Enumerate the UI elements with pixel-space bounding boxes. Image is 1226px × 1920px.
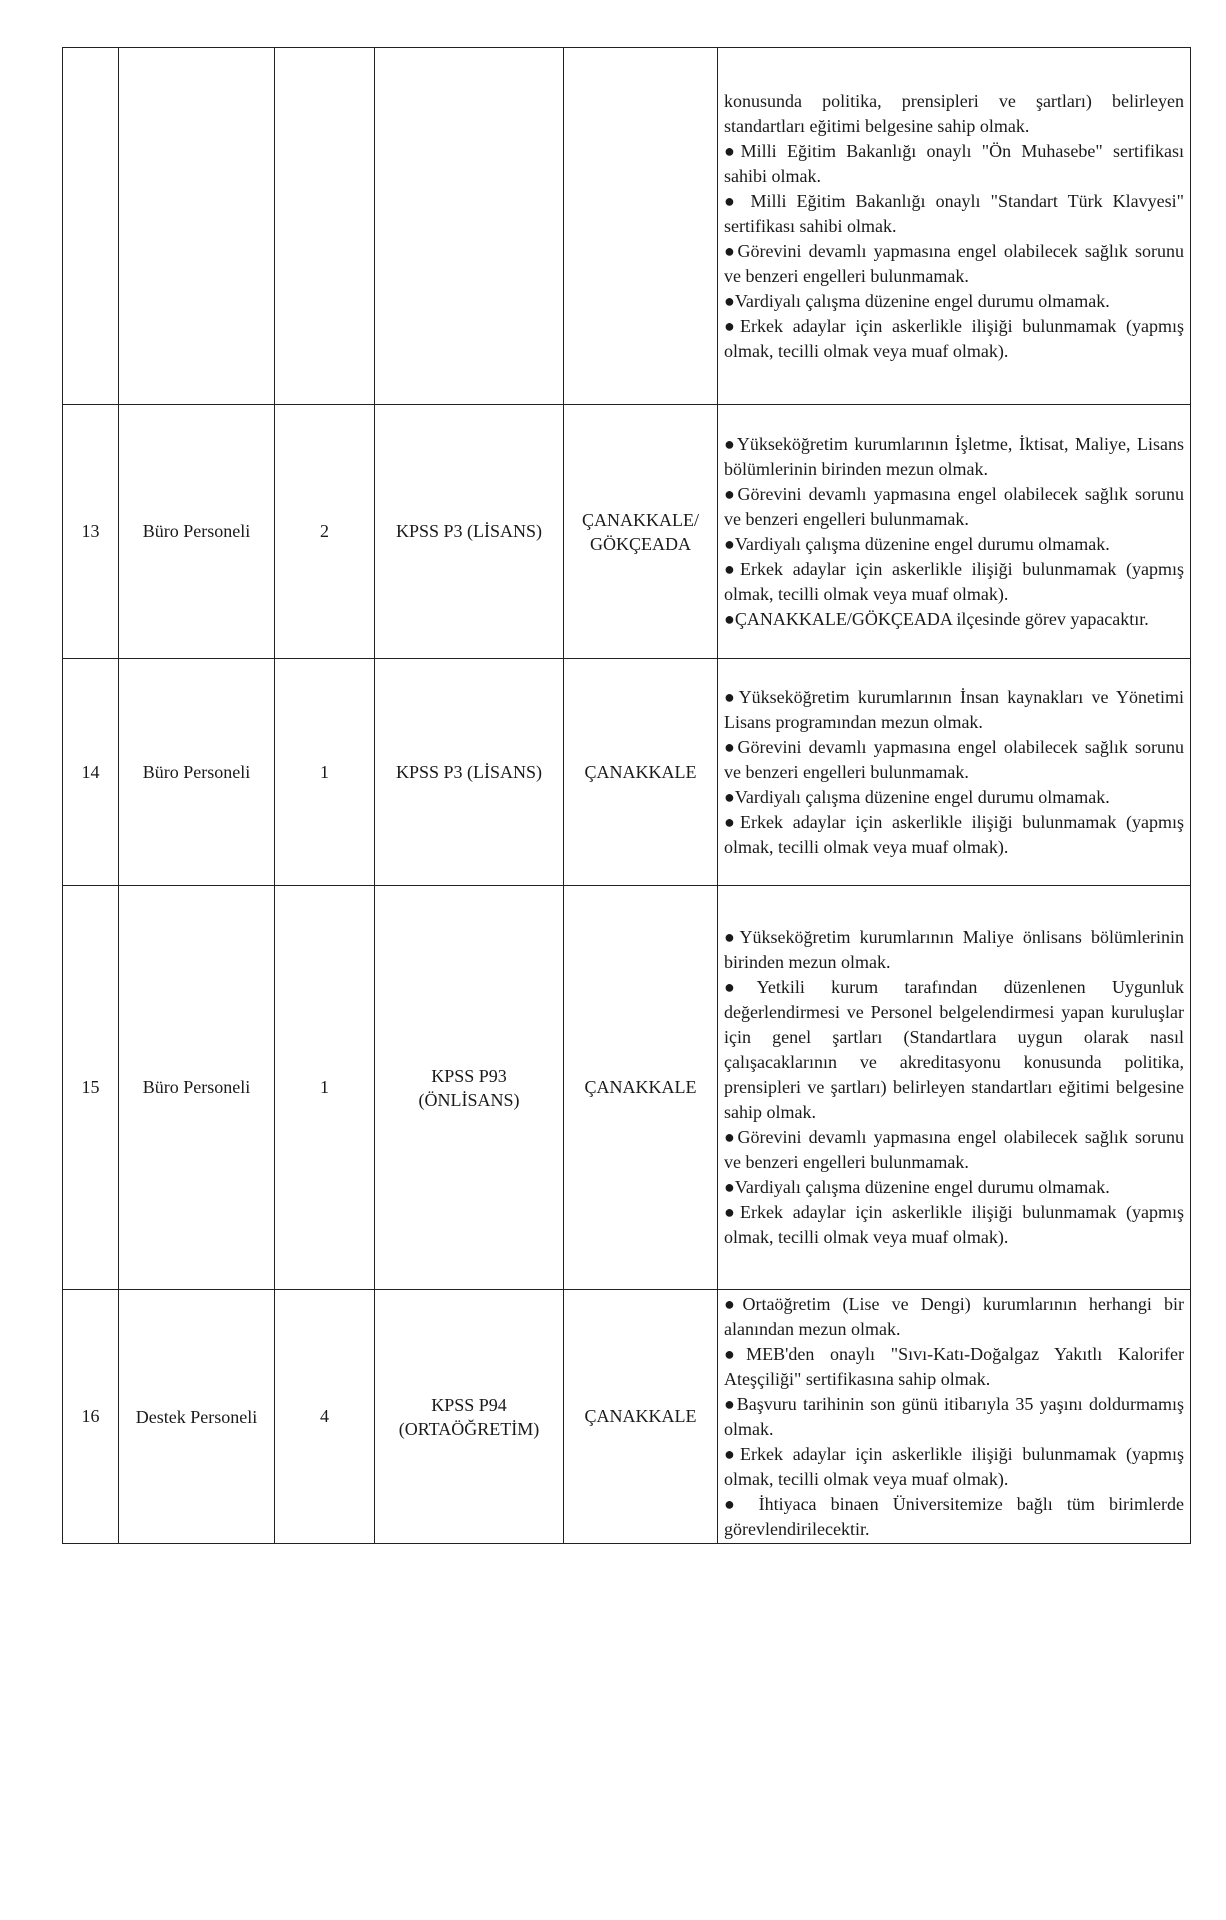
row-number-cell: 14 [63, 659, 119, 886]
row-number-cell: 16 [63, 1290, 119, 1544]
requirement-item: ●Görevini devamlı yapmasına engel olabilecek sağlık sorunu ve benzeri engelleri bulunmamak. [724, 1127, 1184, 1172]
requirement-item: ●Yetkili kurum tarafından düzenlenen Uygunluk değerlendirmesi ve Personel belgelendirmesi yapan kuruluşlar için genel şartları (Standartlara uygun olarak nasıl çalışacaklarının ve akreditasyonu konusunda politika, prensipleri ve şartları) belirleyen standartları eğitimi belgesine sahip olmak. [724, 977, 1184, 1122]
requirement-item: ●Vardiyalı çalışma düzenine engel durumu olmamak. [724, 290, 1110, 311]
requirements-cell [718, 1290, 1191, 1544]
requirement-item: ●Vardiyalı çalışma düzenine engel durumu olmamak. [724, 1177, 1110, 1197]
requirement-item: ●Milli Eğitim Bakanlığı onaylı "Ön Muhasebe" sertifikası sahibi olmak. [724, 140, 1184, 186]
table-row [63, 1290, 1191, 1544]
quantity-cell: 1 [275, 886, 375, 1290]
location-text: ÇANAKKALE/ GÖKÇEADA [582, 509, 699, 554]
kpss-text: KPSS P93 (ÖNLİSANS) [418, 1065, 520, 1110]
requirement-item: ●Görevini devamlı yapmasına engel olabilecek sağlık sorunu ve benzeri engelleri bulunmamak. [724, 483, 1184, 529]
requirement-item: ● Milli Eğitim Bakanlığı onaylı "Standart Türk Klavyesi" sertifikası sahibi olmak. [724, 190, 1184, 236]
quantity-cell: 1 [275, 659, 375, 886]
requirement-item: ●Yükseköğretim kurumlarının İnsan kaynakları ve Yönetimi Lisans programından mezun olmak. [724, 686, 1184, 732]
requirement-item: ●Yükseköğretim kurumlarının İşletme, İktisat, Maliye, Lisans bölümlerinin birinden mezun olmak. [724, 433, 1184, 479]
table-row [63, 659, 1191, 886]
positions-table [62, 47, 1191, 1544]
requirement-item: ●MEB'den onaylı "Sıvı-Katı-Doğalgaz Yakıtlı Kalorifer Ateşçiliği" sertifikasına sahip olmak. [724, 1343, 1184, 1389]
unit-text: Destek Personeli [135, 1406, 258, 1427]
quantity-cell: 4 [275, 1290, 375, 1544]
row-number-cell: 15 [63, 886, 119, 1290]
requirement-item: ●Erkek adaylar için askerlikle ilişiği bulunmamak (yapmış olmak, tecilli olmak veya muaf olmak). [724, 811, 1184, 857]
location-cell: ÇANAKKALE [564, 1290, 718, 1544]
requirement-item: ●Görevini devamlı yapmasına engel olabilecek sağlık sorunu ve benzeri engelleri bulunmamak. [724, 240, 1184, 286]
requirement-item: ●Ortaöğretim (Lise ve Dengi) kurumlarının herhangi bir alanından mezun olmak. [724, 1293, 1184, 1339]
row-number-cell [63, 48, 119, 405]
kpss-cell [375, 886, 564, 1290]
requirement-item: ●Başvuru tarihinin son günü itibarıyla 35 yaşını doldurmamış olmak. [724, 1393, 1184, 1439]
location-cell [564, 405, 718, 659]
requirement-item: ●Erkek adaylar için askerlikle ilişiği bulunmamak (yapmış olmak, tecilli olmak veya muaf olmak). [724, 558, 1184, 604]
requirement-item: konusunda politika, prensipleri ve şartları) belirleyen standartları eğitimi belgesine sahip olmak. [724, 90, 1184, 136]
requirement-item: ● İhtiyaca binaen Üniversitemize bağlı tüm birimlerde görevlendirilecektir. [724, 1493, 1184, 1539]
kpss-cell: KPSS P3 (LİSANS) [375, 659, 564, 886]
row-number-cell: 13 [63, 405, 119, 659]
kpss-cell: KPSS P3 (LİSANS) [375, 405, 564, 659]
location-cell: ÇANAKKALE [564, 659, 718, 886]
table-row [63, 405, 1191, 659]
requirement-item: ●Yükseköğretim kurumlarının Maliye önlisans bölümlerinin birinden mezun olmak. [724, 927, 1184, 972]
table-row [63, 48, 1191, 405]
requirements-cell [718, 48, 1191, 405]
requirements-cell [718, 405, 1191, 659]
quantity-cell: 2 [275, 405, 375, 659]
requirements-cell [718, 659, 1191, 886]
kpss-text: KPSS P94 (ORTAÖĞRETİM) [398, 1394, 540, 1439]
location-cell [564, 48, 718, 405]
location-cell: ÇANAKKALE [564, 886, 718, 1290]
unit-cell: Büro Personeli [119, 659, 275, 886]
unit-cell [119, 1290, 275, 1544]
requirement-item: ●ÇANAKKALE/GÖKÇEADA ilçesinde görev yapacaktır. [724, 608, 1149, 629]
quantity-cell [275, 48, 375, 405]
requirement-item: ●Erkek adaylar için askerlikle ilişiği bulunmamak (yapmış olmak, tecilli olmak veya muaf olmak). [724, 1202, 1184, 1247]
requirements-cell [718, 886, 1191, 1290]
requirement-item: ●Görevini devamlı yapmasına engel olabilecek sağlık sorunu ve benzeri engelleri bulunmamak. [724, 736, 1184, 782]
unit-cell: Büro Personeli [119, 886, 275, 1290]
table-row [63, 886, 1191, 1290]
requirement-item: ●Erkek adaylar için askerlikle ilişiği bulunmamak (yapmış olmak, tecilli olmak veya muaf olmak). [724, 1443, 1184, 1489]
kpss-cell [375, 48, 564, 405]
requirement-item: ●Erkek adaylar için askerlikle ilişiği bulunmamak (yapmış olmak, tecilli olmak veya muaf olmak). [724, 315, 1184, 361]
kpss-cell [375, 1290, 564, 1544]
requirement-item: ●Vardiyalı çalışma düzenine engel durumu olmamak. [724, 533, 1110, 554]
requirement-item: ●Vardiyalı çalışma düzenine engel durumu olmamak. [724, 786, 1110, 807]
unit-cell: Büro Personeli [119, 405, 275, 659]
unit-cell [119, 48, 275, 405]
